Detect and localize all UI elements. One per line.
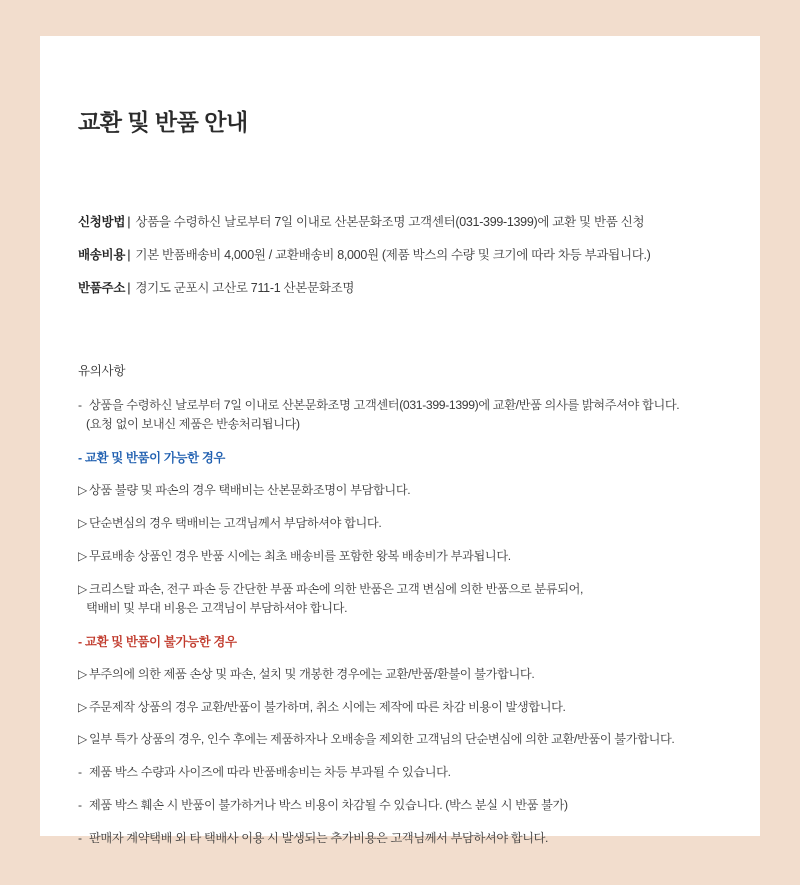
list-marker: - xyxy=(78,831,82,846)
info-row xyxy=(78,213,722,232)
list-item xyxy=(78,763,722,782)
info-block xyxy=(78,213,722,297)
document-sheet xyxy=(40,36,760,846)
list-marker: ▷ xyxy=(78,699,88,714)
list-item xyxy=(78,514,722,533)
list-item xyxy=(78,665,722,684)
list-item-subtext: (요청 없이 보내신 제품은 반송처리됩니다) xyxy=(86,417,300,432)
list-item xyxy=(78,481,722,500)
list-item-text: 주문제작 상품의 경우 교환/반품이 불가하며, 취소 시에는 제작에 따른 차감 비용이 발생합니다. xyxy=(89,699,566,714)
info-row xyxy=(78,246,722,265)
list-item-text: 상품을 수령하신 날로부터 7일 이내로 산본문화조명 고객센터(031-399-1399)에 교환/반품 의사를 밝혀주셔야 합니다. xyxy=(89,398,680,413)
notice-heading: 유의사항 xyxy=(78,364,126,379)
list-item-text: 부주의에 의한 제품 손상 및 파손, 설치 및 개봉한 경우에는 교환/반품/환불이 불가합니다. xyxy=(89,666,535,681)
info-row-label: 신청방법 xyxy=(78,215,126,229)
list-marker: ▷ xyxy=(78,548,88,563)
list-item-text: 크리스탈 파손, 전구 파손 등 간단한 부품 파손에 의한 반품은 고객 변심에 의한 반품으로 분류되어, xyxy=(89,581,584,596)
info-row-divider: | xyxy=(127,280,131,295)
info-row-text: 상품을 수령하신 날로부터 7일 이내로 산본문화조명 고객센터(031-399-1399)에 교환 및 반품 신청 xyxy=(135,215,645,229)
list-marker: ▷ xyxy=(78,732,88,747)
list-item-text: 단순변심의 경우 택배비는 고객님께서 부담하셔야 합니다. xyxy=(89,515,382,530)
info-row-text: 기본 반품배송비 4,000원 / 교환배송비 8,000원 (제품 박스의 수량 및 크기에 따라 차등 부과됩니다.) xyxy=(135,247,651,262)
list-item-text: 일부 특가 상품의 경우, 인수 후에는 제품하자나 오배송을 제외한 고객님의 단순변심에 의한 교환/반품이 불가합니다. xyxy=(89,732,675,747)
info-row-divider: | xyxy=(127,215,131,229)
list-marker: ▷ xyxy=(78,581,88,596)
list-marker: ▷ xyxy=(78,483,88,498)
list-item-text: 판매자 계약택배 외 타 택배사 이용 시 발생되는 추가비용은 고객님께서 부담하셔야 합니다. xyxy=(89,831,549,846)
list-marker: ▷ xyxy=(78,666,88,681)
list-item-text: 상품 불량 및 파손의 경우 택배비는 산본문화조명이 부담합니다. xyxy=(89,483,411,498)
list-item-text: 제품 박스 수량과 사이즈에 따라 반품배송비는 차등 부과될 수 있습니다. xyxy=(89,765,451,780)
section-heading-denied: - 교환 및 반품이 불가능한 경우 xyxy=(78,634,237,649)
list-item xyxy=(78,698,722,717)
list-marker: - xyxy=(78,398,82,413)
list-item-text: 무료배송 상품인 경우 반품 시에는 최초 배송비를 포함한 왕복 배송비가 부과됩니다. xyxy=(89,548,511,563)
list-marker: - xyxy=(78,798,82,813)
list-item xyxy=(78,396,722,434)
list-item xyxy=(78,796,722,815)
info-row-divider: | xyxy=(127,247,131,262)
info-row xyxy=(78,279,722,298)
list-item xyxy=(78,580,722,618)
info-row-label: 반품주소 xyxy=(78,280,126,295)
info-row-label: 배송비용 xyxy=(78,247,126,262)
list-item xyxy=(78,829,722,848)
info-row-text: 경기도 군포시 고산로 711-1 산본문화조명 xyxy=(135,280,355,295)
list-item xyxy=(78,547,722,566)
document-content xyxy=(40,36,760,848)
page-title: 교환 및 반품 안내 xyxy=(78,109,248,135)
list-marker: - xyxy=(78,765,82,780)
section-heading-allowed: - 교환 및 반품이 가능한 경우 xyxy=(78,451,226,466)
list-item xyxy=(78,730,722,749)
list-marker: ▷ xyxy=(78,515,88,530)
list-item-subtext: 택배비 및 부대 비용은 고객님이 부담하셔야 합니다. xyxy=(86,600,348,615)
list-item-text: 제품 박스 훼손 시 반품이 불가하거나 박스 비용이 차감될 수 있습니다. (박스 분실 시 반품 불가) xyxy=(89,798,568,813)
notice-list xyxy=(78,396,722,848)
